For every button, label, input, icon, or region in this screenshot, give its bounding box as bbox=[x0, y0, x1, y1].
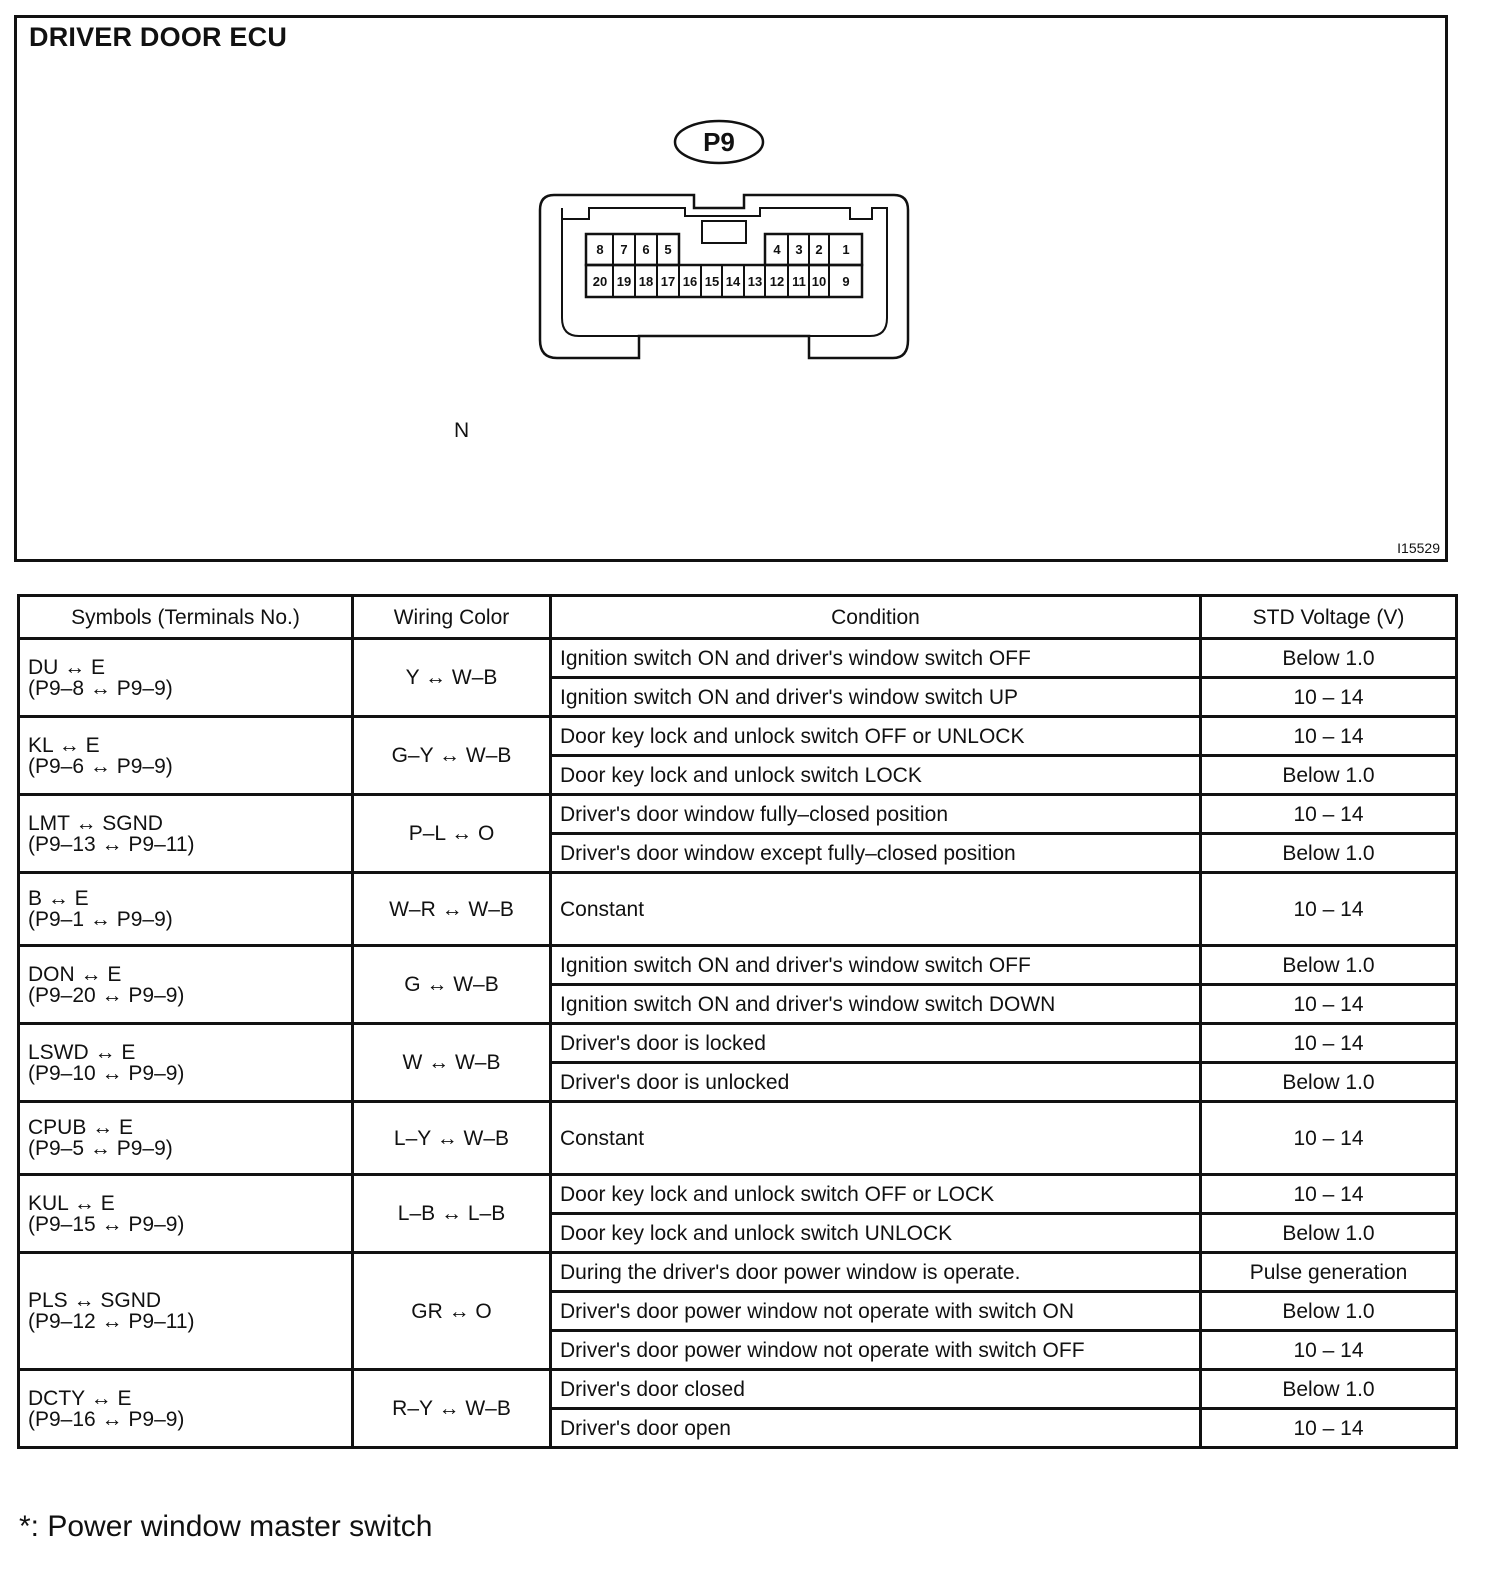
condition-cell: Driver's door closed bbox=[551, 1370, 1201, 1409]
wiring-cell: P–L ↔ O bbox=[353, 795, 551, 873]
symbol: DON ↔ E bbox=[28, 962, 122, 986]
symbol-cell bbox=[19, 717, 353, 795]
pin-18: 18 bbox=[638, 274, 654, 289]
voltage-cell: 10 – 14 bbox=[1201, 678, 1457, 717]
diagram-title: DRIVER DOOR ECU bbox=[29, 22, 288, 52]
pin-9: 9 bbox=[842, 274, 850, 289]
condition-cell: Ignition switch ON and driver's window switch DOWN bbox=[551, 985, 1201, 1024]
terminals: (P9–20 ↔ P9–9) bbox=[28, 983, 185, 1007]
symbol-cell bbox=[19, 639, 353, 717]
condition-cell: Constant bbox=[551, 873, 1201, 946]
wiring-cell: G–Y ↔ W–B bbox=[353, 717, 551, 795]
terminals: (P9–12 ↔ P9–11) bbox=[28, 1310, 195, 1333]
wiring-cell: G ↔ W–B bbox=[353, 946, 551, 1024]
connector-label: P9 bbox=[703, 127, 735, 157]
symbol: KL ↔ E bbox=[28, 733, 100, 757]
voltage-cell: 10 – 14 bbox=[1201, 1102, 1457, 1175]
terminals: (P9–15 ↔ P9–9) bbox=[28, 1212, 185, 1236]
connector-inner-contour bbox=[562, 208, 887, 336]
wiring-cell: Y ↔ W–B bbox=[353, 639, 551, 717]
footnote: *: Power window master switch bbox=[19, 1510, 433, 1543]
diagram-note: N bbox=[454, 419, 470, 442]
pin-7: 7 bbox=[620, 242, 628, 257]
pin-row-top-left bbox=[596, 234, 671, 265]
condition-cell: Driver's door is unlocked bbox=[551, 1063, 1201, 1102]
voltage-cell: Below 1.0 bbox=[1201, 1370, 1457, 1409]
symbol: DCTY ↔ E bbox=[28, 1386, 132, 1410]
pin-19: 19 bbox=[616, 274, 632, 289]
wiring-cell: W–R ↔ W–B bbox=[353, 873, 551, 946]
voltage-cell: Below 1.0 bbox=[1201, 1063, 1457, 1102]
connector-diagram bbox=[14, 15, 1448, 562]
pin-4: 4 bbox=[773, 242, 781, 257]
condition-cell: Door key lock and unlock switch LOCK bbox=[551, 756, 1201, 795]
symbol: B ↔ E bbox=[28, 887, 89, 910]
header-std-voltage: STD Voltage (V) bbox=[1201, 596, 1457, 639]
symbol-cell bbox=[19, 795, 353, 873]
connector-latch bbox=[702, 221, 746, 243]
condition-cell: Driver's door open bbox=[551, 1409, 1201, 1448]
condition-cell: Driver's door power window not operate with switch ON bbox=[551, 1292, 1201, 1331]
symbol-cell bbox=[19, 1175, 353, 1253]
table-row bbox=[19, 1175, 1457, 1214]
condition-cell: Driver's door power window not operate with switch OFF bbox=[551, 1331, 1201, 1370]
table-row bbox=[19, 639, 1457, 678]
voltage-cell: 10 – 14 bbox=[1201, 1175, 1457, 1214]
voltage-cell: 10 – 14 bbox=[1201, 985, 1457, 1024]
symbol: CPUB ↔ E bbox=[28, 1116, 134, 1139]
pin-20: 20 bbox=[592, 274, 608, 289]
symbol-cell bbox=[19, 946, 353, 1024]
table-row bbox=[19, 946, 1457, 985]
wiring-cell: L–Y ↔ W–B bbox=[353, 1102, 551, 1175]
voltage-cell: Below 1.0 bbox=[1201, 639, 1457, 678]
symbol: PLS ↔ SGND bbox=[28, 1289, 162, 1312]
pin-1: 1 bbox=[842, 242, 850, 257]
symbol: DU ↔ E bbox=[28, 655, 106, 679]
voltage-cell: Below 1.0 bbox=[1201, 946, 1457, 985]
condition-cell: Ignition switch ON and driver's window switch UP bbox=[551, 678, 1201, 717]
voltage-cell: 10 – 14 bbox=[1201, 1331, 1457, 1370]
symbol-cell bbox=[19, 873, 353, 946]
voltage-cell: Below 1.0 bbox=[1201, 1214, 1457, 1253]
pin-16: 16 bbox=[682, 274, 698, 289]
condition-cell: Door key lock and unlock switch OFF or LOCK bbox=[551, 1175, 1201, 1214]
voltage-cell: 10 – 14 bbox=[1201, 717, 1457, 756]
symbol: LSWD ↔ E bbox=[28, 1040, 136, 1064]
pin-row-bottom bbox=[593, 265, 850, 297]
voltage-cell: Below 1.0 bbox=[1201, 834, 1457, 873]
voltage-cell: Below 1.0 bbox=[1201, 756, 1457, 795]
pin-8: 8 bbox=[596, 242, 604, 257]
table-row bbox=[19, 1253, 1457, 1292]
voltage-cell: Below 1.0 bbox=[1201, 1292, 1457, 1331]
voltage-cell: Pulse generation bbox=[1201, 1253, 1457, 1292]
condition-cell: Driver's door is locked bbox=[551, 1024, 1201, 1063]
pin-11: 11 bbox=[792, 274, 806, 289]
connector-drawing bbox=[17, 18, 1445, 559]
pin-12: 12 bbox=[769, 274, 785, 289]
terminals: (P9–10 ↔ P9–9) bbox=[28, 1061, 185, 1085]
terminals: (P9–16 ↔ P9–9) bbox=[28, 1407, 185, 1431]
condition-cell: Ignition switch ON and driver's window switch OFF bbox=[551, 946, 1201, 985]
header-symbols: Symbols (Terminals No.) bbox=[19, 596, 353, 639]
terminals: (P9–13 ↔ P9–11) bbox=[28, 832, 195, 856]
symbol-cell bbox=[19, 1253, 353, 1370]
pin-17: 17 bbox=[660, 274, 676, 289]
wiring-cell: L–B ↔ L–B bbox=[353, 1175, 551, 1253]
pin-3: 3 bbox=[795, 242, 803, 257]
terminals: (P9–8 ↔ P9–9) bbox=[28, 676, 173, 700]
pin-14: 14 bbox=[725, 274, 741, 289]
condition-cell: Driver's door window fully–closed position bbox=[551, 795, 1201, 834]
terminals: (P9–6 ↔ P9–9) bbox=[28, 754, 173, 778]
pin-13: 13 bbox=[747, 274, 763, 289]
table-row bbox=[19, 1024, 1457, 1063]
pin-10: 10 bbox=[811, 274, 827, 289]
pin-15: 15 bbox=[704, 274, 720, 289]
terminals: (P9–1 ↔ P9–9) bbox=[28, 908, 173, 931]
voltage-cell: 10 – 14 bbox=[1201, 873, 1457, 946]
header-wiring-color: Wiring Color bbox=[353, 596, 551, 639]
condition-cell: Driver's door window except fully–closed position bbox=[551, 834, 1201, 873]
symbol-cell bbox=[19, 1102, 353, 1175]
pin-row-top-right bbox=[773, 234, 849, 265]
voltage-cell: 10 – 14 bbox=[1201, 1024, 1457, 1063]
condition-cell: Constant bbox=[551, 1102, 1201, 1175]
pin-6: 6 bbox=[642, 242, 650, 257]
wiring-cell: GR ↔ O bbox=[353, 1253, 551, 1370]
figure-id: I15529 bbox=[1397, 540, 1440, 556]
table-header-row bbox=[19, 596, 1457, 639]
condition-cell: Door key lock and unlock switch OFF or UNLOCK bbox=[551, 717, 1201, 756]
table-row bbox=[19, 795, 1457, 834]
condition-cell: Door key lock and unlock switch UNLOCK bbox=[551, 1214, 1201, 1253]
symbol: LMT ↔ SGND bbox=[28, 811, 163, 835]
symbol-cell bbox=[19, 1024, 353, 1102]
header-condition: Condition bbox=[551, 596, 1201, 639]
table-row bbox=[19, 873, 1457, 946]
wiring-cell: R–Y ↔ W–B bbox=[353, 1370, 551, 1448]
wiring-cell: W ↔ W–B bbox=[353, 1024, 551, 1102]
table-row bbox=[19, 1102, 1457, 1175]
voltage-cell: 10 – 14 bbox=[1201, 1409, 1457, 1448]
condition-cell: Ignition switch ON and driver's window switch OFF bbox=[551, 639, 1201, 678]
condition-cell: During the driver's door power window is operate. bbox=[551, 1253, 1201, 1292]
symbol: KUL ↔ E bbox=[28, 1191, 115, 1215]
table-row bbox=[19, 1370, 1457, 1409]
pin-5: 5 bbox=[664, 242, 672, 257]
terminals: (P9–5 ↔ P9–9) bbox=[28, 1137, 173, 1160]
table-row bbox=[19, 717, 1457, 756]
pin-2: 2 bbox=[815, 242, 823, 257]
symbol-cell bbox=[19, 1370, 353, 1448]
voltage-cell: 10 – 14 bbox=[1201, 795, 1457, 834]
terminal-voltage-table bbox=[17, 594, 1458, 1449]
